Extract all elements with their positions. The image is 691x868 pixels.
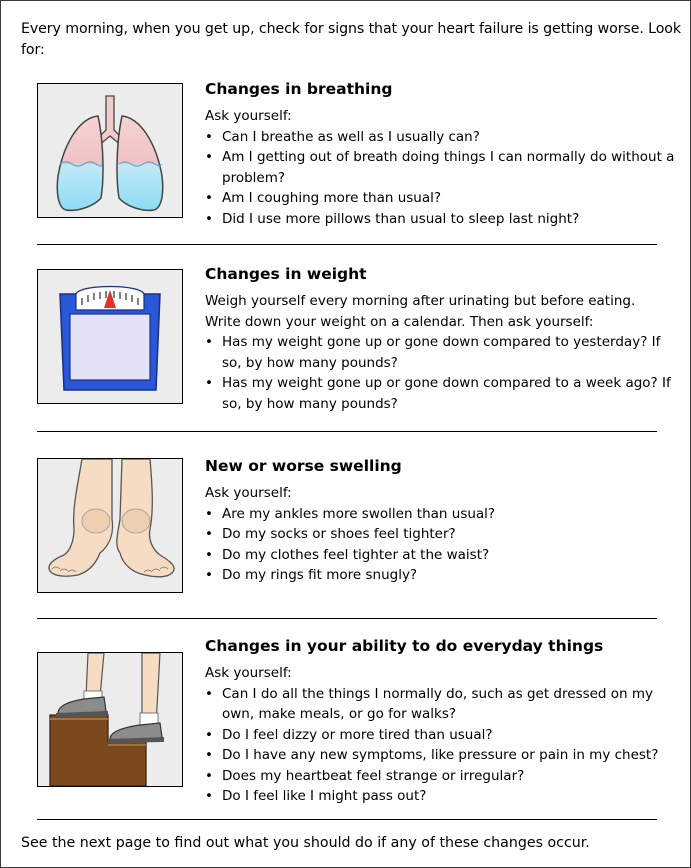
bathroom-scale-icon [38, 270, 182, 403]
list-item: • Do my socks or shoes feel tighter? [205, 524, 675, 545]
section-divider [37, 819, 657, 820]
list-item: • Can I breathe as well as I usually can? [205, 127, 675, 148]
list-item: • Do I feel like I might pass out? [205, 786, 675, 807]
stairs-illustration [37, 652, 183, 787]
question-list [205, 684, 675, 807]
list-item: • Has my weight gone up or gone down compared to a week ago? If so, by how many pounds? [205, 373, 675, 414]
lungs-icon [38, 84, 182, 217]
section-breathing-content [205, 79, 675, 229]
list-item: • Are my ankles more swollen than usual? [205, 504, 675, 525]
section-everyday-content [205, 636, 675, 807]
question-list [205, 504, 675, 586]
question-list [205, 332, 675, 414]
section-title: Changes in your ability to do everyday things [205, 637, 604, 655]
list-item: • Do I feel dizzy or more tired than usual? [205, 725, 675, 746]
section-lead: Ask yourself: [205, 485, 292, 501]
list-item: • Do my rings fit more snugly? [205, 565, 675, 586]
section-lead: Ask yourself: [205, 108, 292, 124]
section-divider [37, 431, 657, 432]
section-lead: Weigh yourself every morning after urinating but before eating. Write down your weight on a calendar. Then ask yourself: [205, 293, 636, 330]
scale-illustration [37, 269, 183, 404]
list-item: • Do I have any new symptoms, like pressure or pain in my chest? [205, 745, 675, 766]
section-title: Changes in breathing [205, 80, 393, 98]
list-item: • Am I coughing more than usual? [205, 188, 675, 209]
section-weight-content [205, 264, 675, 414]
list-item: • Does my heartbeat feel strange or irregular? [205, 766, 675, 787]
climbing-stairs-icon [38, 653, 182, 786]
section-title: New or worse swelling [205, 457, 402, 475]
lungs-illustration [37, 83, 183, 218]
list-item: • Has my weight gone up or gone down compared to yesterday? If so, by how many pounds? [205, 332, 675, 373]
section-divider [37, 244, 657, 245]
section-divider [37, 618, 657, 619]
footer-text: See the next page to find out what you should do if any of these changes occur. [21, 835, 590, 851]
section-swelling-content [205, 456, 675, 586]
list-item: • Am I getting out of breath doing things I can normally do without a problem? [205, 147, 675, 188]
question-list [205, 127, 675, 230]
swollen-feet-icon [38, 459, 182, 592]
section-lead: Ask yourself: [205, 665, 292, 681]
section-title: Changes in weight [205, 265, 367, 283]
list-item: • Do my clothes feel tighter at the waist? [205, 545, 675, 566]
list-item: • Did I use more pillows than usual to sleep last night? [205, 209, 675, 230]
feet-illustration [37, 458, 183, 593]
intro-text: Every morning, when you get up, check for signs that your heart failure is getting worse. Look for: [21, 21, 682, 58]
list-item: • Can I do all the things I normally do, such as get dressed on my own, make meals, or go for walks? [205, 684, 675, 725]
